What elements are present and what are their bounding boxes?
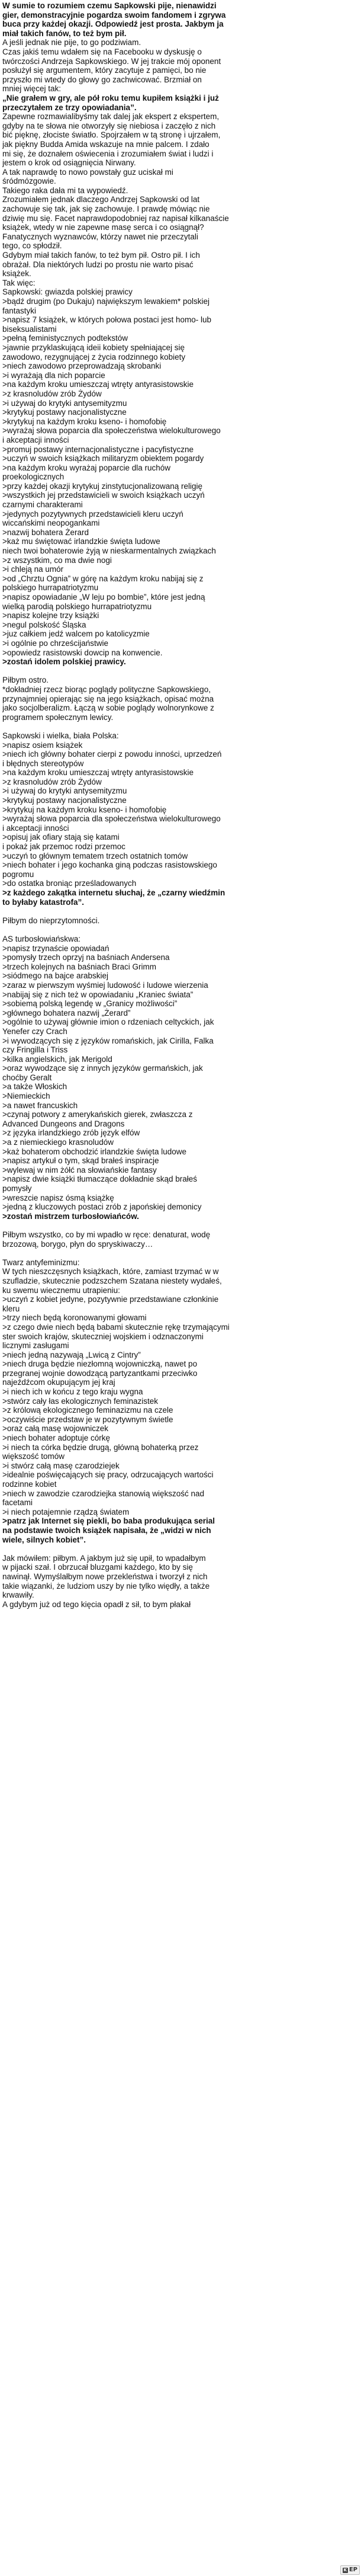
text-line: Sapkowski: gwiazda polskiej prawicy xyxy=(2,287,133,297)
text-line: >ogólnie to używaj głównie imion o rdzeniach celtyckich, jak xyxy=(2,1017,214,1027)
text-line: >a z niemieckiego krasnoludów xyxy=(2,1138,114,1147)
text-line: ster swoich krajów, skuteczniej wojskiem i odznaczonymi xyxy=(2,1332,204,1341)
text-line: >napisz trzynaście opowiadań xyxy=(2,943,109,953)
text-line: miał takich fanów, to też bym pił. xyxy=(2,28,127,38)
text-line: >jedynych pozytywnych przedstawicieli kleru uczyń xyxy=(2,509,183,519)
text-line: >Niemieckich xyxy=(2,1092,50,1101)
text-line: Yenefer czy Crach xyxy=(2,1026,67,1036)
text-line: >napisz artykuł o tym, skąd brałeś inspiracje xyxy=(2,1156,159,1166)
text-line: >niech druga będzie niezłomną wojowniczką, nawet po xyxy=(2,1359,198,1369)
text-line: >i używaj do krytyki antysemityzmu xyxy=(2,398,127,408)
text-line: >promuj postawy internacjonalistyczne i pacyfistyczne xyxy=(2,444,194,454)
text-line: „Nie grałem w gry, ale pół roku temu kupiłem książki i już xyxy=(2,93,219,103)
text-line: >z czego dwie niech będą babami skutecznie rękę trzymającymi xyxy=(2,1322,230,1332)
text-line: niech twoi bohaterowie żyją w nieskarmentalnych związkach xyxy=(2,546,216,556)
text-line: ku swemu wiecznemu utrapieniu: xyxy=(2,1285,120,1295)
text-line: >zostań idolem polskiej prawicy. xyxy=(2,657,126,667)
text-line: >napisz osiem książek xyxy=(2,740,83,750)
text-line: A jeśli jednak nie pije, to go podziwiam. xyxy=(2,38,141,47)
text-line: na podstawie twoich książek napisała, że „widzi w nich xyxy=(2,1525,211,1535)
text-line: >krytykuj postawy nacjonalistyczne xyxy=(2,796,127,805)
text-line: Piłbym wszystko, co by mi wpadło w ręce: denaturat, wodę xyxy=(2,1230,211,1239)
text-line: >opowiedz rasistowski dowcip na konwencie. xyxy=(2,648,163,657)
text-line: Tak więc: xyxy=(2,278,36,287)
text-line: >oczywiście przedstaw je w pozytywnym świetle xyxy=(2,1415,173,1424)
text-line: >i ogólnie po chrześcijaństwie xyxy=(2,638,108,648)
text-line: polskiego hurrapatriotyzmu xyxy=(2,583,99,593)
text-line: Zapewne rozmawialibyśmy tak dalej jak ekspert z ekspertem, xyxy=(2,112,220,121)
blank-line xyxy=(2,925,357,935)
text-line: AS turbosłowiańskwa: xyxy=(2,934,81,943)
text-line: >i chleją na umór xyxy=(2,565,64,574)
watermark-box-icon: K xyxy=(343,2567,347,2572)
text-line: >z każdego zakątka internetu słuchaj, że „czarny wiedźmin xyxy=(2,888,225,897)
text-line: >napisz kolejne trzy książki xyxy=(2,611,99,620)
text-line: czarnymi charakterami xyxy=(2,500,83,510)
text-line: >przy każdej okazji krytykuj zinstytucjonalizowaną religię xyxy=(2,481,203,491)
text-line: zawodowo, rezygnującej z życia rodzinnego kobiety xyxy=(2,352,186,361)
text-line: >z krasnoludów zrób Żydów xyxy=(2,777,102,786)
text-line: >kilka angielskich, jak Merigold xyxy=(2,1054,112,1064)
text-line: facetami xyxy=(2,1498,33,1508)
text-line: proekologicznych xyxy=(2,472,65,482)
text-line: A gdybym już od tego kięcia opadł z sił, to bym płakał xyxy=(2,1599,191,1609)
text-line: posłużył się argumentem, który zacytuje z pamięci, bo nie xyxy=(2,66,207,75)
text-line: >do ostatka broniąc prześladowanych xyxy=(2,879,137,888)
text-line: >i niech potajemnie rządzą światem xyxy=(2,1507,130,1516)
text-line: >wyrażaj słowa poparcia dla społeczeństwa wielokulturowego xyxy=(2,814,221,824)
text-line: i akceptacji inności xyxy=(2,823,69,833)
text-line: >na każdym kroku umieszczaj wtręty antyrasistowskie xyxy=(2,768,194,777)
text-line: Advanced Dungeons and Dragons xyxy=(2,1119,125,1128)
text-line: >głównego bohatera nazwij „Żerard” xyxy=(2,1008,131,1017)
text-line: dziwię mu się. Facet naprawdopodobniej raz napisał kilkanaście xyxy=(2,213,229,223)
text-line: Czas jakiś temu wdałem się na Facebooku w dyskusję o xyxy=(2,47,202,56)
text-line: Piłbym ostro. xyxy=(2,676,49,685)
text-line: >i stwórz całą masę czarodziejek xyxy=(2,1461,120,1470)
text-line: jestem o krok od osiągnięcia Nirwany. xyxy=(2,158,136,168)
text-line: W sumie to rozumiem czemu Sapkowski pije, nienawidzi xyxy=(2,1,217,10)
text-line: >nazwij bohatera Żerard xyxy=(2,527,89,537)
text-line: Zrozumiałem jednak dlaczego Andrzej Sapkowski od lat xyxy=(2,195,200,204)
text-line: przegranej wojnie dowodzącą partyzantkami przeciwko xyxy=(2,1368,198,1378)
text-line: >niech jedną nazywają „Lwicą z Cintry” xyxy=(2,1350,141,1359)
text-line: >a także Włoskich xyxy=(2,1082,67,1092)
text-line: >na każdym kroku umieszczaj wtręty antyrasistowskie xyxy=(2,380,194,389)
text-line: książek, wtedy w nie zapewne masę serca i co osiągnął? xyxy=(2,223,204,232)
text-line: >z krasnoludów zrób Żydów xyxy=(2,389,102,398)
blank-line xyxy=(2,722,357,731)
text-line: i błędnych stereotypów xyxy=(2,759,84,768)
text-line: >z języka irlandzkiego zrób język elfów xyxy=(2,1128,140,1138)
text-line: przeczytałem ze trzy opowiadania”. xyxy=(2,103,137,112)
text-line: >i wyrażają dla nich poparcie xyxy=(2,370,105,380)
text-line: >krytykuj postawy nacjonalistyczne xyxy=(2,408,127,417)
text-line: >i wywodzących się z języków romańskich, jak Cirilla, Falka xyxy=(2,1036,214,1045)
text-line: >zostań mistrzem turbosłowiańców. xyxy=(2,1211,139,1221)
text-line: >pełną feministycznych podtekstów xyxy=(2,334,128,343)
text-line: Twarz antyfeminizmu: xyxy=(2,1257,80,1267)
text-line: W tych nieszczęsnych książkach, które, zamiast trzymać w w xyxy=(2,1267,219,1276)
text-line: kleru xyxy=(2,1304,20,1313)
blank-line xyxy=(2,1544,357,1554)
text-line: licznymi zasługami xyxy=(2,1341,69,1351)
text-line: >na każdym kroku wyrażaj poparcie dla ruchów xyxy=(2,463,171,472)
text-line: Gdybym miał takich fanów, to też bym pił. Ostro pił. I ich xyxy=(2,251,200,260)
text-line: śródmózgowie. xyxy=(2,177,56,186)
text-line: brzozową, borygo, płyn do spryskiwaczy… xyxy=(2,1239,153,1249)
text-line: Piłbym do nieprzytomności. xyxy=(2,916,100,925)
text-line: Jak mówiłem: piłbym. A jakbym już się upił, to wpadałbym xyxy=(2,1553,206,1563)
text-line: i pokaż jak przemoc rodzi przemoc xyxy=(2,842,125,852)
text-line: >napisz 7 książek, w których połowa postaci jest homo- lub xyxy=(2,315,212,325)
text-line: biseksualistami xyxy=(2,324,57,334)
text-line: >patrz jak Internet się piekli, bo baba produkująca serial xyxy=(2,1516,215,1526)
text-line: twórczości Andrzeja Sapkowskiego. W jej trakcie mój oponent xyxy=(2,56,221,66)
text-line: >opisuj jak ofiary stają się katami xyxy=(2,833,120,842)
text-line: >wyrażaj słowa poparcia dla społeczeństwa wielokulturowego xyxy=(2,426,221,436)
text-line: >napisz dwie książki tłumaczące dokładnie skąd brałeś xyxy=(2,1175,198,1184)
text-line: fantastyki xyxy=(2,306,37,315)
text-line: mniej więcej tak: xyxy=(2,84,62,94)
text-line: >i niech ta córka będzie drugą, główną bohaterką przez xyxy=(2,1442,199,1452)
text-line: >napisz opowiadanie „W leju po bombie”, które jest jedną xyxy=(2,593,205,601)
text-line: >stwórz cały łas ekologicznych feminazistek xyxy=(2,1396,158,1406)
text-line: >krytykuj na każdym kroku kseno- i homofobię xyxy=(2,805,167,814)
text-line: >juz całkiem jedź walcem po katolicyzmie xyxy=(2,629,150,639)
blank-line xyxy=(2,1221,357,1230)
text-line: >wszystkich jej przedstawicieli w swoich książkach uczyń xyxy=(2,491,205,500)
text-line: Takiego raka dała mi ta wypowiedź. xyxy=(2,185,128,195)
text-line: czy Fringilla i Triss xyxy=(2,1045,68,1055)
text-line: gdyby na te słowa nie otworzyły się niebiosa i zaczęło z nich xyxy=(2,121,216,130)
text-line: szufladzie, skutecznie podzszchem Szatana niestety wydałeś, xyxy=(2,1276,222,1285)
text-line: >idealnie poświęcających się pracy, odrzucających wartości xyxy=(2,1470,214,1480)
text-line: >uczyń z kobiet jedyne, pozytywnie przedstawiane członkinie xyxy=(2,1295,219,1304)
text-line: Fanatycznych wyznawców, którzy nawet nie przeczytali xyxy=(2,232,198,241)
text-line: najeźdźcom okupującym jej kraj xyxy=(2,1378,115,1387)
text-line: >sobiemą polską legendę w „Granicy możliwości” xyxy=(2,999,178,1009)
text-line: >bądź drugim (po Dukaju) największym lewakiem* polskiej xyxy=(2,297,210,306)
text-line: krwawiły. xyxy=(2,1591,34,1600)
text-line: >krytykuj na każdym kroku kseno- i homofobię xyxy=(2,417,167,426)
blank-line xyxy=(2,907,357,916)
text-line: A tak naprawdę to nowo powstały guz uciskał mi xyxy=(2,167,173,177)
text-line: wiccańskimi neopogankami xyxy=(2,519,100,528)
text-line: i akceptacji inności xyxy=(2,435,69,444)
text-line: >uczyń to głównym tematem trzech ostatnich tomów xyxy=(2,851,188,860)
text-line: jako socjolberalizm. Łączą w sobie poglądy wolnorynkowe z xyxy=(2,703,214,713)
text-line: >a nawet francuskich xyxy=(2,1100,78,1110)
text-line: >trzech kolejnych na baśniach Braci Grimm xyxy=(2,962,156,971)
text-line: >niech bohater adoptuje córkę xyxy=(2,1433,111,1443)
text-line: >oraz wywodzące się z innych języków germańskich, jak xyxy=(2,1064,203,1073)
blank-line xyxy=(2,1249,357,1258)
text-line: >oraz całą masę wojowniczek xyxy=(2,1424,108,1433)
text-line: gier, demonstracyjnie pogardza swoim fandomem i zgrywa xyxy=(2,10,226,20)
text-line: książek. xyxy=(2,269,31,279)
text-line: buca przy każdej okazji. Odpowiedź jest prosta. Jakbym ja xyxy=(2,20,224,29)
text-line: jak piękny Budda Amida wskazuje na mnie palcem. I zdało xyxy=(2,139,209,149)
text-line: pogromu xyxy=(2,869,34,879)
text-line: >czynaj potwory z amerykańskich gierek, zwłaszcza z xyxy=(2,1110,193,1119)
text-line: >trzy niech będą koronowanymi głowami xyxy=(2,1313,147,1323)
text-line: >i używaj do krytyki antysemityzmu xyxy=(2,786,127,796)
text-line: >siódmego na bajce arabskiej xyxy=(2,971,108,981)
text-line: >jedną z kluczowych postaci zrób z japońskiej demonicy xyxy=(2,1202,202,1212)
text-line: takie wiązanki, że ludziom uszy by nie tylko więdły, a także xyxy=(2,1581,210,1591)
text-line: rodzinne kobiet xyxy=(2,1480,57,1489)
text-line: w pijacki szał. I obrzucał bluzgami każdego, kto by się xyxy=(2,1563,193,1572)
text-line: to byłaby katastrofa”. xyxy=(2,897,85,907)
text-line: Sapkowski i wielka, biała Polska: xyxy=(2,731,119,740)
text-line: >negul polskość Śląska xyxy=(2,620,86,629)
text-line: >uczyń w swoich książkach militaryzm obiektem pogardy xyxy=(2,454,204,463)
text-line: większość tomów xyxy=(2,1452,65,1461)
text-line: nawinął. Wymyślałbym nowe przekleństwa i tworzył z nich xyxy=(2,1572,208,1581)
text-line: wielką parodią polskiego hurrapatriotyzmu xyxy=(2,601,152,611)
text-line: >niech bohater i jego kochanka giną podczas rasistowskiego xyxy=(2,860,217,870)
text-line: tego, co spłodził. xyxy=(2,241,62,251)
text-line: >z wszystkim, co ma dwie nogi xyxy=(2,555,112,565)
post-body xyxy=(2,1,357,1609)
text-line: obrażał. Dla niektórych ludzi po prostu nie warto pisać xyxy=(2,260,194,269)
text-line: choćby Geralt xyxy=(2,1073,52,1082)
text-line: przyszło mi wtedy do głowy go zachwicować. Brzmiał on xyxy=(2,75,202,84)
text-line: zachowuje się tak, jak się zachowuje. I prawdę mówiąc nie xyxy=(2,204,210,214)
text-line: pomysły xyxy=(2,1184,32,1193)
text-line: >zaraz w pierwszym wyśmiej ludowość i ludowe wierzenia xyxy=(2,980,208,990)
text-line: >wreszcie napisz ósmą książkę xyxy=(2,1193,114,1202)
text-line: >pomysły trzech oprzyj na baśniach Andersena xyxy=(2,953,170,962)
text-line: >jawnie przyklaskującą ideii kobiety spełniającej się xyxy=(2,343,185,352)
blank-line xyxy=(2,667,357,676)
text-line: programem społecznym lewicy. xyxy=(2,712,114,722)
text-line: wiele, silnych kobiet”. xyxy=(2,1535,86,1544)
text-line: >każ bohaterom obchodzić irlandzkie święta ludowe xyxy=(2,1147,187,1156)
text-line: >każ mu świętować irlandzkie święta ludowe xyxy=(2,537,160,546)
text-line: >niech w zawodzie czarodziejka stanowią większość nad xyxy=(2,1489,205,1498)
text-line: >wylewaj w nim żółć na słowiańskie fantasy xyxy=(2,1165,157,1175)
text-line: bić pięknę, złociste światło. Spojrzałem w tą stronę i ujrzałem, xyxy=(2,130,221,140)
text-line: >nabijaj się z nich też w opowiadaniu „Kraniec świata” xyxy=(2,990,194,999)
text-line: *dokładniej rzecz biorąc poglądy polityczne Sapkowskiego, xyxy=(2,684,211,694)
text-line: mi się, że doznałem oświecenia i zrozumiałem świat i ludzi i xyxy=(2,149,214,158)
text-line: >niech zawodowo przeprowadzają skrobanki xyxy=(2,361,162,371)
watermark-logo xyxy=(340,2565,360,2575)
text-line: >i niech ich w końcu z tego kraju wygna xyxy=(2,1387,143,1397)
watermark-text: EP xyxy=(349,2567,357,2574)
text-line: >niech ich główny bohater cierpi z powodu inności, uprzedzeń xyxy=(2,750,222,759)
text-line: przynajmniej opierając się na jego książkach, opisać można xyxy=(2,694,214,703)
text-line: >z królową ekologicznego feminazizmu na czele xyxy=(2,1406,173,1415)
text-line: >od „Chrztu Ognia” w górę na każdym kroku nabijaj się z xyxy=(2,574,204,583)
